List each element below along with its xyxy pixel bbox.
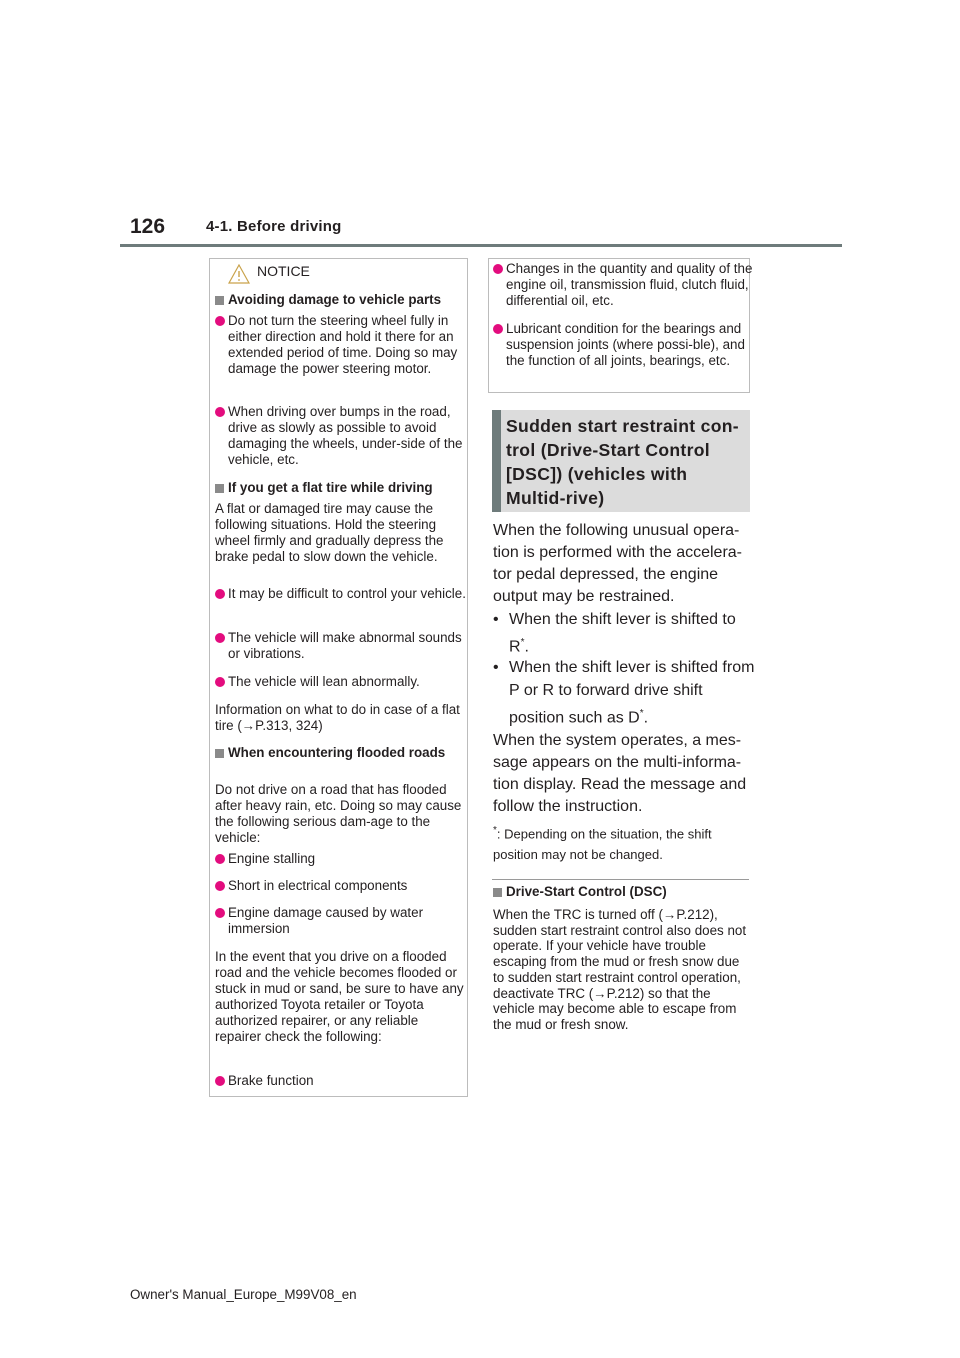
list-item: • When the shift lever is shifted from P or R to forward drive shift position such as D*. (493, 656, 759, 729)
bullet-icon (215, 881, 225, 891)
flooded-heading: When encountering flooded roads (215, 745, 464, 761)
page-number: 126 (130, 215, 166, 238)
dash-bullet: • (493, 611, 499, 628)
list-item: Brake function (215, 1073, 477, 1089)
list-item: • When the shift lever is shifted to R*. (493, 608, 759, 658)
list-item: Short in electrical components (215, 878, 477, 894)
list-item: Do not turn the steering wheel fully in either direction and hold it there for an extended period of time. Doing so may damage the power steering motor. (215, 313, 477, 377)
bullet-icon (215, 589, 225, 599)
damage-heading: Avoiding damage to vehicle parts (215, 292, 477, 308)
square-bullet-icon (215, 749, 224, 758)
list-item: It may be difficult to control your vehicle. (215, 586, 477, 602)
square-bullet-icon (215, 296, 224, 305)
square-bullet-icon (215, 484, 224, 493)
list-item: Lubricant condition for the bearings and suspension joints (where possi-ble), and the function of all joints, bearings, etc. (493, 321, 754, 369)
list-item: Changes in the quantity and quality of the engine oil, transmission fluid, clutch fluid, differential oil, etc. (493, 261, 754, 309)
flat-tire-heading: If you get a flat tire while driving (215, 480, 477, 496)
bullet-icon (493, 264, 503, 274)
bullet-icon (215, 316, 225, 326)
list-item: Engine damage caused by water immersion (215, 905, 477, 937)
bullet-icon (215, 407, 225, 417)
dsc-body: When the TRC is turned off (→P.212), sudden start restraint control also does not operate. If your vehicle have trouble escaping from the mud or fresh snow due to sudden start restraint control operation, deactivate TRC (→P.212) so that the vehicle may become able to escape from the mud or fresh snow. (493, 907, 747, 1032)
bullet-icon (215, 908, 225, 918)
footer: Owner's Manual_Europe_M99V08_en (130, 1287, 357, 1302)
bullet-icon (215, 1076, 225, 1086)
list-item: The vehicle will make abnormal sounds or vibrations. (215, 630, 477, 662)
divider (492, 879, 749, 880)
flat-tire-intro: A flat or damaged tire may cause the following situations. Hold the steering wheel firmly and gradually depress the brake pedal to slow down the vehicle. (215, 501, 444, 564)
notice-heading (228, 262, 448, 284)
bullet-icon (493, 324, 503, 334)
list-item: When driving over bumps in the road, drive as slowly as possible to avoid damaging the wheels, under-side of the vehicle, etc. (215, 404, 477, 468)
bullet-icon (215, 677, 225, 687)
bullet-icon (215, 633, 225, 643)
warning-triangle-icon (228, 264, 250, 284)
section-title: 4-1. Before driving (206, 218, 342, 235)
section-heading (492, 410, 750, 512)
section-heading-text: Sudden start restraint con-trol (Drive-Start Control [DSC]) (vehicles with Multid-rive) (506, 416, 739, 508)
list-item: The vehicle will lean abnormally. (215, 674, 477, 690)
list-item: Engine stalling (215, 851, 477, 867)
section-intro: When the following unusual opera-tion is performed with the accelera-tor pedal depressed, the engine output may be restrained. (493, 522, 742, 605)
dash-bullet: • (493, 659, 499, 676)
dsc-heading: Drive-Start Control (DSC) (493, 884, 764, 900)
header-rule (120, 244, 842, 247)
footnote: *: Depending on the situation, the shift position may not be changed. (493, 825, 712, 863)
section-operates: When the system operates, a mes-sage appears on the multi-informa-tion display. Read the message and follow the instruction. (493, 732, 747, 815)
flooded-event: In the event that you drive on a flooded road and the vehicle becomes flooded or stuck in mud or sand, be sure to have any authorized Toyota retailer or Toyota authorized repairer, or any reliable repairer check the following: (215, 949, 464, 1044)
flat-tire-info: Information on what to do in case of a flat tire (→P.313, 324) (215, 702, 460, 733)
notice-label: NOTICE (257, 263, 310, 279)
square-bullet-icon (493, 888, 502, 897)
flooded-intro: Do not drive on a road that has flooded after heavy rain, etc. Doing so may cause the following serious dam-age to the vehicle: (215, 782, 462, 845)
bullet-icon (215, 854, 225, 864)
